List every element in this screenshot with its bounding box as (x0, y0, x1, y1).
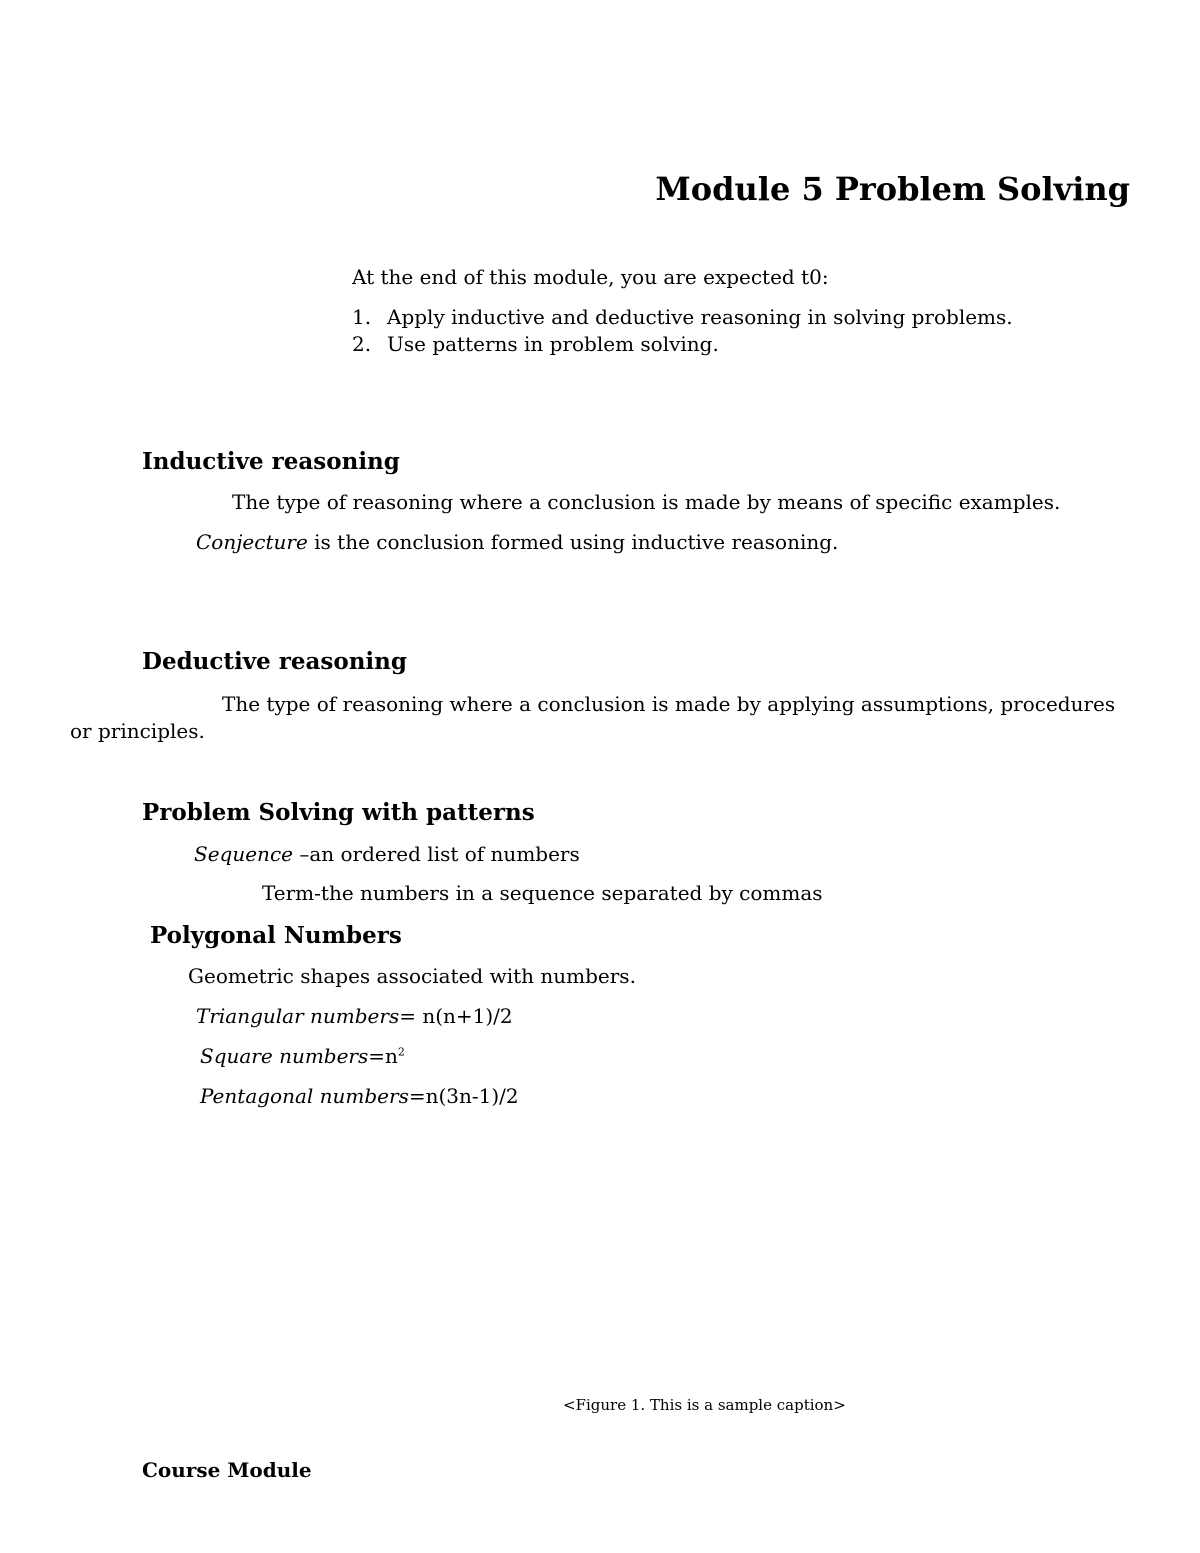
conjecture-definition (196, 532, 838, 552)
objective-text: Use patterns in problem solving. (387, 332, 719, 356)
list-number: 2. (352, 332, 372, 356)
inductive-definition: The type of reasoning where a conclusion is made by means of specific examples. (232, 490, 1061, 514)
page-title: Module 5 Problem Solving (655, 170, 1130, 208)
objective-item-1 (352, 307, 1013, 327)
sequence-definition (194, 844, 580, 864)
polygonal-heading: Polygonal Numbers (150, 922, 402, 949)
triangular-term: Triangular numbers (196, 1004, 400, 1028)
square-exponent: 2 (397, 1045, 405, 1059)
term-definition: Term-the numbers in a sequence separated by commas (262, 881, 823, 905)
patterns-heading: Problem Solving with patterns (142, 799, 535, 826)
triangular-formula (196, 1006, 513, 1026)
figure-caption: <Figure 1. This is a sample caption> (563, 1396, 846, 1414)
deductive-heading: Deductive reasoning (142, 648, 407, 675)
sequence-term: Sequence (194, 842, 293, 866)
square-formula (200, 1046, 405, 1066)
objective-item-2 (352, 334, 719, 354)
deductive-definition-line1: The type of reasoning where a conclusion is made by applying assumptions, procedures (222, 692, 1116, 716)
pentagonal-term: Pentagonal numbers (200, 1084, 409, 1108)
inductive-heading: Inductive reasoning (142, 448, 400, 475)
page-footer: Course Module (142, 1458, 312, 1482)
sequence-text: –an ordered list of numbers (292, 842, 580, 866)
deductive-definition-line2: or principles. (70, 719, 205, 743)
polygonal-description: Geometric shapes associated with numbers. (188, 964, 636, 988)
triangular-expression: = n(n+1)/2 (399, 1004, 513, 1028)
intro-text: At the end of this module, you are expected t0: (352, 265, 829, 289)
list-number: 1. (352, 305, 372, 329)
square-expression: =n (368, 1044, 398, 1068)
square-term: Square numbers (200, 1044, 369, 1068)
conjecture-term: Conjecture (196, 530, 308, 554)
objective-text: Apply inductive and deductive reasoning in solving problems. (387, 305, 1013, 329)
pentagonal-formula (200, 1086, 519, 1106)
pentagonal-expression: =n(3n-1)/2 (408, 1084, 519, 1108)
conjecture-text: is the conclusion formed using inductive reasoning. (307, 530, 839, 554)
